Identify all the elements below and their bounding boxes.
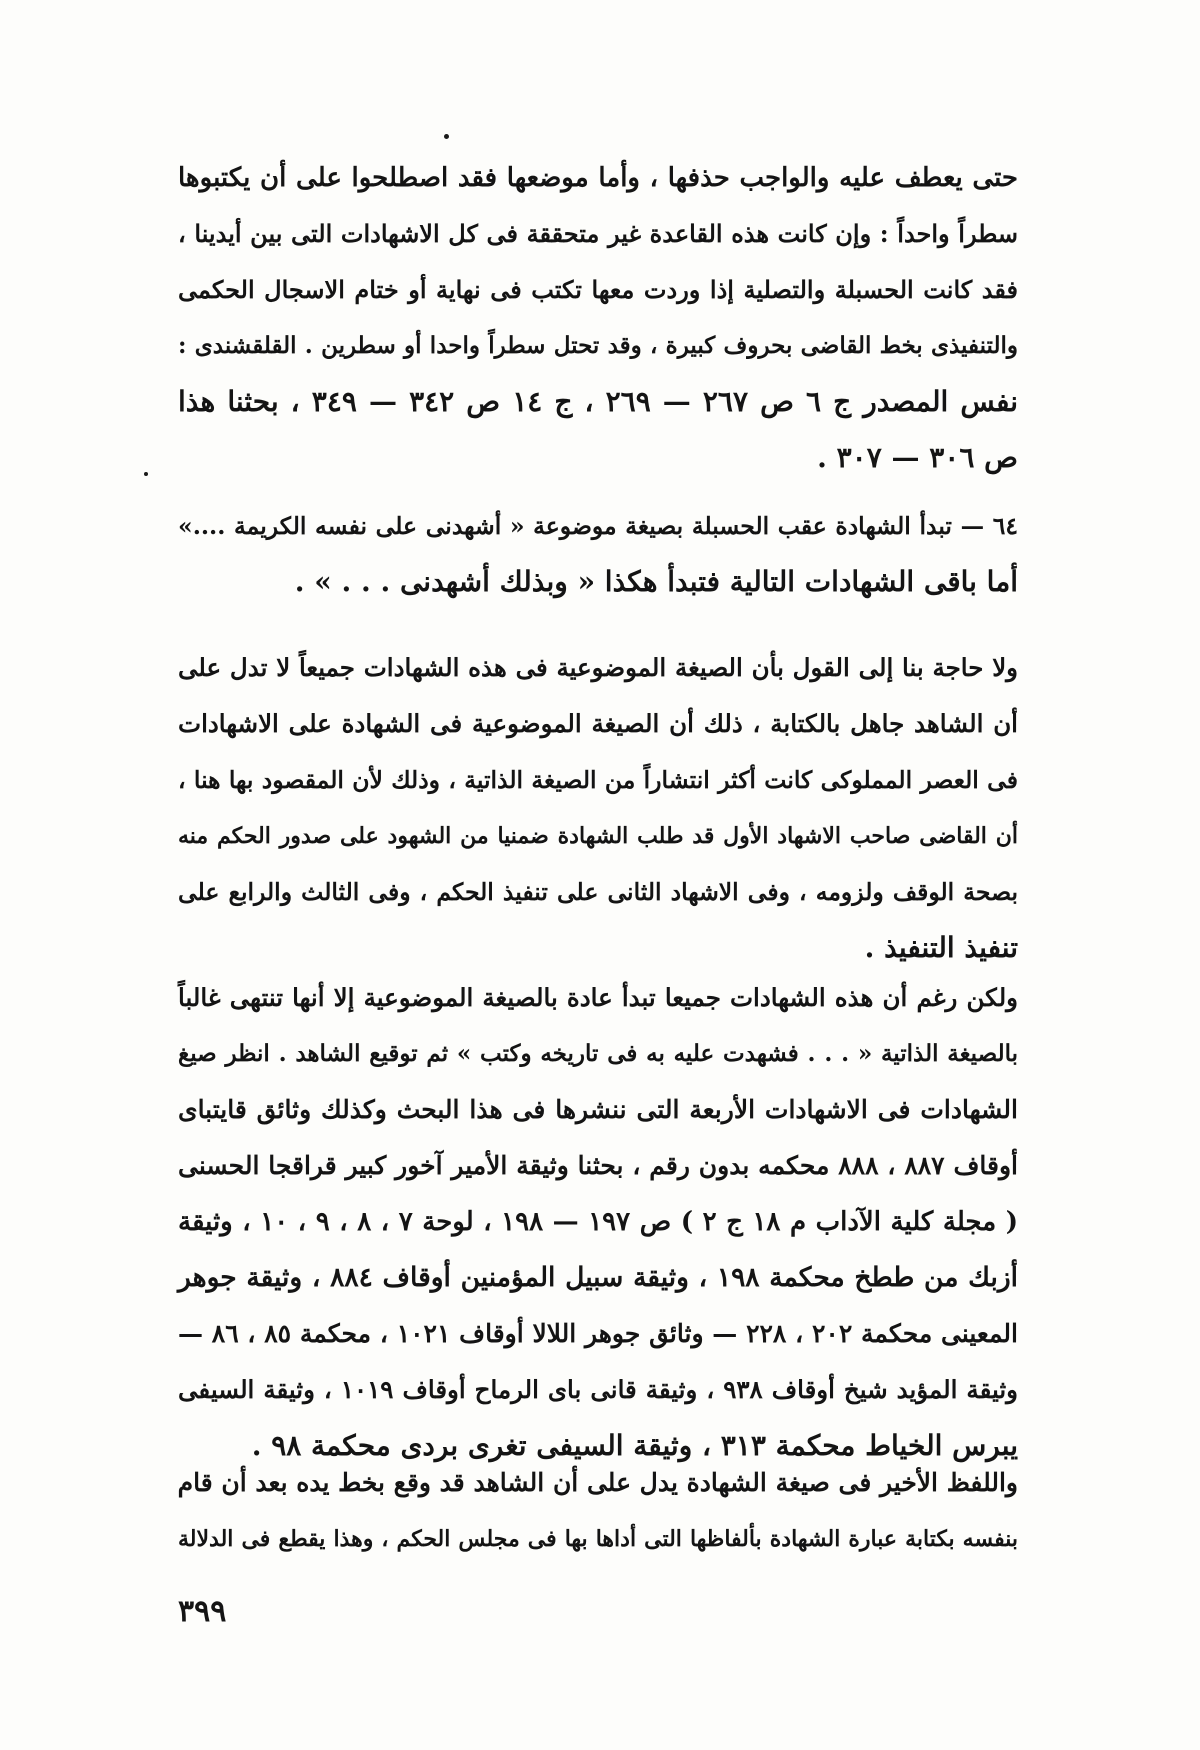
- text-line: فقد كانت الحسبلة والتصلية إذا وردت معها تكتب فى نهاية أو ختام الاسجال الحكمى: [178, 275, 1018, 304]
- scan-speck: [444, 134, 449, 139]
- paragraph-objective-formula: [178, 640, 1018, 976]
- text-line: أن القاضى صاحب الاشهاد الأول قد طلب الشهادة ضمنيا من الشهود على صدور الحكم منه: [178, 823, 1018, 849]
- text-line: ولكن رغم أن هذه الشهادات جميعا تبدأ عادة بالصيغة الموضوعية إلا أنها تنتهى غالباً: [178, 983, 1018, 1012]
- text-line: أزبك من ططخ محكمة ١٩٨ ، وثيقة سبيل المؤمنين أوقاف ٨٨٤ ، وثيقة جوهر: [178, 1262, 1018, 1293]
- scan-speck: [144, 472, 148, 476]
- text-line: بنفسه بكتابة عبارة الشهادة بألفاظها التى أداها بها فى مجلس الحكم ، وهذا يقطع فى الدلالة: [178, 1526, 1018, 1552]
- text-line: ( مجلة كلية الآداب م ١٨ ج ٢ ) ص ١٩٧ — ١٩٨ ، لوحة ٧ ، ٨ ، ٩ ، ١٠ ، وثيقة: [178, 1207, 1019, 1237]
- text-line: ولا حاجة بنا إلى القول بأن الصيغة الموضوعية فى هذه الشهادات جميعاً لا تدل على: [178, 653, 1018, 682]
- text-line: والتنفيذى بخط القاضى بحروف كبيرة ، وقد تحتل سطراً واحدا أو سطرين . القلقشندى :: [178, 332, 1018, 359]
- text-line: بالصيغة الذاتية « . . . فشهدت عليه به فى تاريخه وكتب » ثم توقيع الشاهد . انظر صيغ: [178, 1040, 1018, 1067]
- paragraph-final-wording: [178, 1455, 1018, 1567]
- text-line: حتى يعطف عليه والواجب حذفها ، وأما موضعها فقد اصطلحوا على أن يكتبوها: [178, 163, 1018, 193]
- text-line: المعينى محكمة ٢٠٢ ، ٢٢٨ — وثائق جوهر اللالا أوقاف ١٠٢١ ، محكمة ٨٥ ، ٨٦ —: [178, 1319, 1018, 1348]
- text-line: الشهادات فى الاشهادات الأربعة التى ننشرها فى هذا البحث وكذلك وثائق قايتباى: [178, 1095, 1018, 1124]
- text-line: أن الشاهد جاهل بالكتابة ، ذلك أن الصيغة الموضوعية فى الشهادة على الاشهادات: [178, 709, 1018, 738]
- paragraph-footnote-continuation: [178, 150, 1018, 486]
- page-number: ٣٩٩: [178, 1594, 227, 1629]
- text-line: ص ٣٠٦ — ٣٠٧ .: [817, 441, 1018, 474]
- text-line: واللفظ الأخير فى صيغة الشهادة يدل على أن الشاهد قد وقع بخط يده بعد أن قام: [177, 1468, 1018, 1497]
- text-line: نفس المصدر ج ٦ ص ٢٦٧ — ٢٦٩ ، ج ١٤ ص ٣٤٢ — ٣٤٩ ، بحثنا هذا: [178, 385, 1019, 418]
- paragraph-note-64: [178, 498, 1018, 610]
- text-line: فى العصر المملوكى كانت أكثر انتشاراً من الصيغة الذاتية ، وذلك لأن المقصود بها هنا ،: [178, 766, 1018, 794]
- paragraph-subjective-formula: [178, 970, 1018, 1474]
- text-line: تنفيذ التنفيذ .: [864, 931, 1018, 964]
- text-line: بصحة الوقف ولزومه ، وفى الاشهاد الثانى على تنفيذ الحكم ، وفى الثالث والرابع على: [178, 878, 1018, 906]
- text-line: يبرس الخياط محكمة ٣١٣ ، وثيقة السيفى تغرى بردى محكمة ٩٨ .: [251, 1429, 1018, 1462]
- text-line: أما باقى الشهادات التالية فتبدأ هكذا « وبذلك أشهدنى . . . » .: [294, 565, 1018, 598]
- text-line: وثيقة المؤيد شيخ أوقاف ٩٣٨ ، وثيقة قانى باى الرماح أوقاف ١٠١٩ ، وثيقة السيفى: [178, 1375, 1019, 1404]
- text-line: أوقاف ٨٨٧ ، ٨٨٨ محكمه بدون رقم ، بحثنا وثيقة الأمير آخور كبير قراقجا الحسنى: [178, 1151, 1018, 1180]
- text-line: ٦٤ — تبدأ الشهادة عقب الحسبلة بصيغة موضوعة « أشهدنى على نفسه الكريمة ....»: [178, 512, 1018, 540]
- text-line: سطراً واحداً : وإن كانت هذه القاعدة غير متحققة فى كل الاشهادات التى بين أيدينا ،: [178, 219, 1018, 248]
